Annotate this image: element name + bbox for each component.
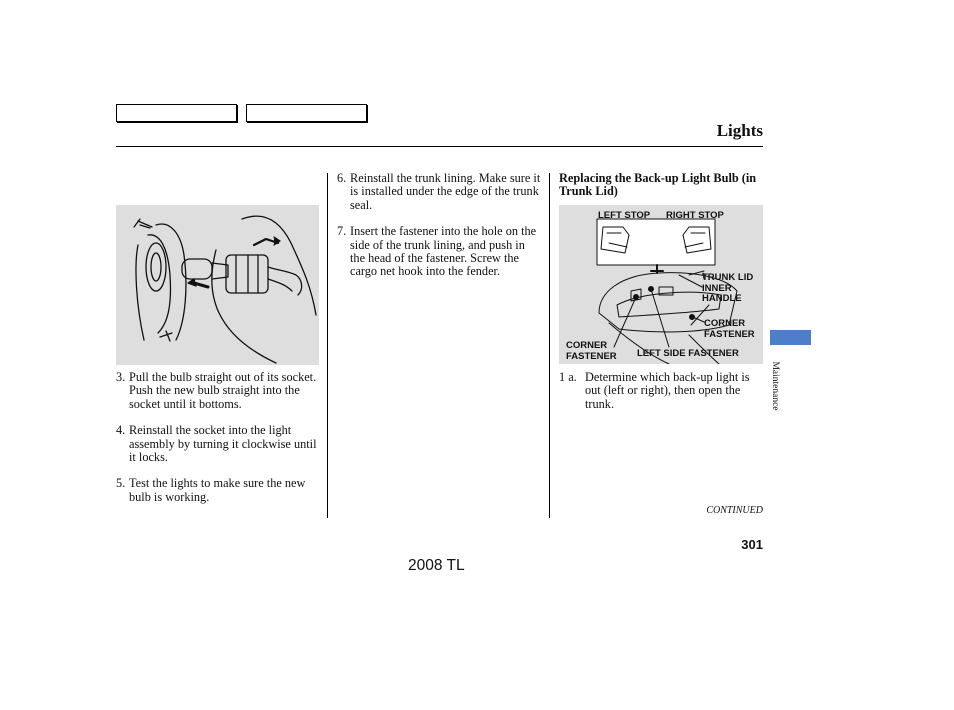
step-7: 7. Insert the fastener into the hole on the side of the trunk lining, and push in the head of the fastener. Screw the cargo net hook into the fender. — [337, 224, 537, 279]
column-divider-2 — [549, 173, 550, 518]
page-title: Lights — [716, 121, 763, 140]
step-1a-number: 1 a. — [559, 370, 577, 384]
column-divider-1 — [327, 173, 328, 518]
step-6: 6. Reinstall the trunk lining. Make sure it is installed under the edge of the trunk seal. — [337, 171, 541, 212]
bulb-socket-illustration — [116, 205, 319, 365]
step-5: 5. Test the lights to make sure the new bulb is working. — [116, 476, 306, 504]
trunk-lid-diagram — [559, 205, 763, 364]
side-label: Maintenance — [770, 361, 780, 411]
label-corner-fastener-left: CORNER FASTENER — [566, 340, 617, 362]
nav-button-1[interactable] — [116, 104, 237, 122]
continued-label: CONTINUED — [706, 505, 763, 516]
step-4: 4. Reinstall the socket into the light assembly by turning it clockwise until it locks. — [116, 423, 317, 465]
section-heading: Replacing the Back-up Light Bulb (in Trunk Lid) — [559, 171, 757, 199]
nav-button-2[interactable] — [246, 104, 367, 122]
footer-model: 2008 TL — [408, 557, 465, 574]
section-tab[interactable] — [770, 330, 811, 345]
left-column-text — [116, 371, 321, 517]
header-rule — [116, 146, 763, 147]
page-number: 301 — [741, 537, 763, 552]
label-right-stop: RIGHT STOP — [666, 210, 724, 221]
step-1a-text: Determine which back-up light is out (left or right), then open the trunk. — [585, 370, 750, 411]
middle-column-text — [337, 172, 542, 292]
label-left-side-fastener: LEFT SIDE FASTENER — [637, 348, 739, 359]
label-corner-fastener-right: CORNER FASTENER — [704, 318, 755, 340]
label-trunk-lid-inner-handle: TRUNK LID INNER HANDLE — [702, 272, 754, 304]
step-3: 3. Pull the bulb straight out of its socket. Push the new bulb straight into the socket until it bottoms. — [116, 370, 317, 411]
right-column-step — [559, 371, 764, 411]
label-left-stop: LEFT STOP — [598, 210, 651, 221]
